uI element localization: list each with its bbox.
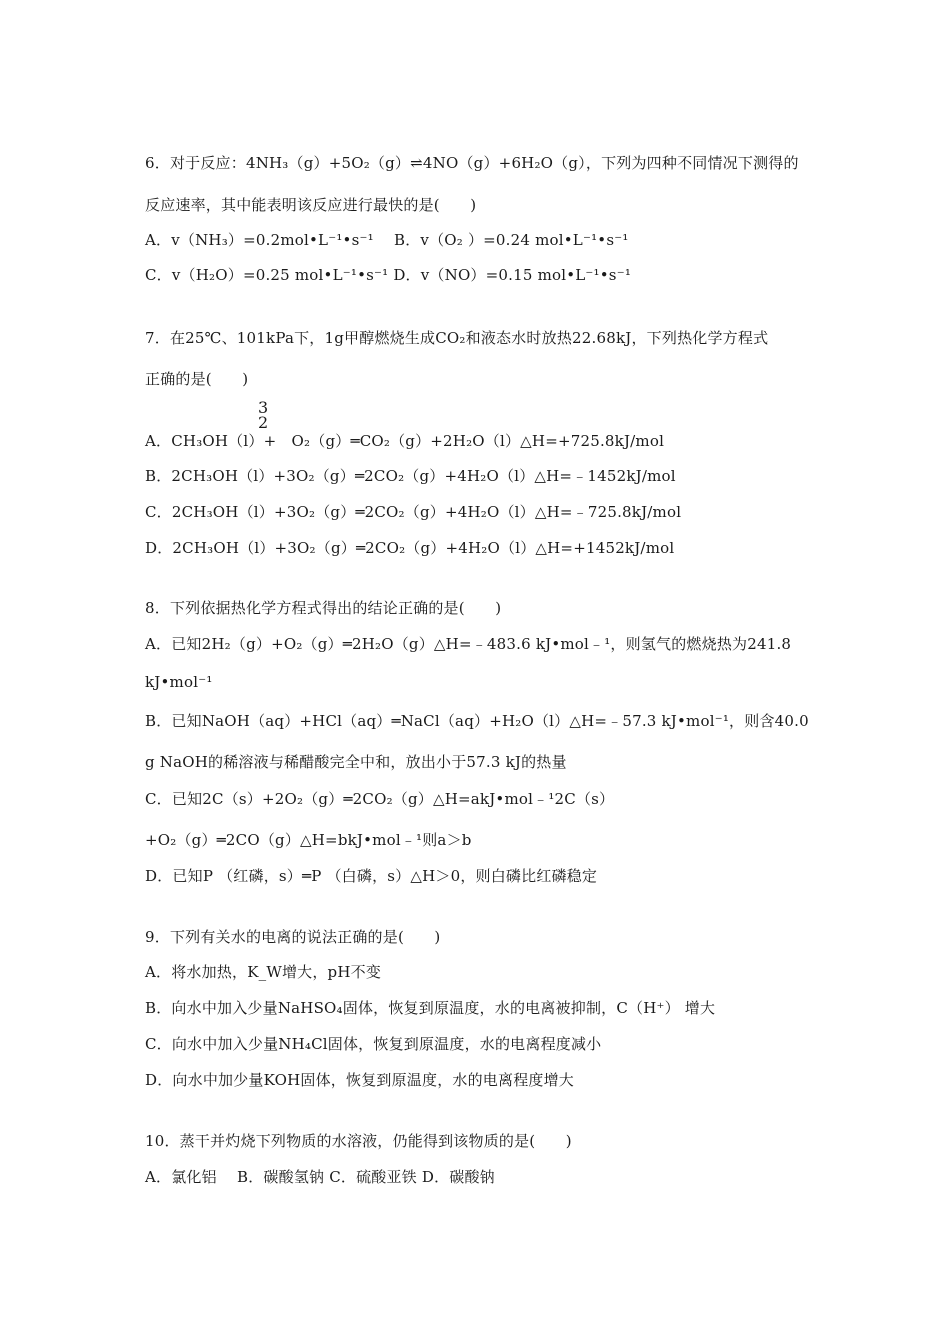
question-8-option-a-line1: A．已知2H₂（g）+O₂（g）═2H₂O（g）△H=﹣483.6 kJ•mol﹣¹，则氢气的燃烧热为241.8	[145, 635, 792, 653]
question-7-stem-line2: 正确的是( )	[145, 370, 249, 388]
question-7-option-a: A．CH₃OH（l）+ O₂（g）═CO₂（g）+2H₂O（l）△H=+725.8kJ/mol	[145, 432, 665, 450]
question-8-option-c-line2: +O₂（g）═2CO（g）△H=bkJ•mol﹣¹则a＞b	[145, 831, 472, 849]
question-7-option-c: C．2CH₃OH（l）+3O₂（g）═2CO₂（g）+4H₂O（l）△H=﹣725.8kJ/mol	[145, 503, 682, 521]
question-7-option-d: D．2CH₃OH（l）+3O₂（g）═2CO₂（g）+4H₂O（l）△H=+1452kJ/mol	[145, 539, 675, 557]
question-9-option-c: C．向水中加入少量NH₄Cl固体，恢复到原温度，水的电离程度减小	[145, 1035, 602, 1053]
fraction-three-halves	[258, 400, 268, 430]
question-8-option-b-line1: B．已知NaOH（aq）+HCl（aq）═NaCl（aq）+H₂O（l）△H=﹣57.3 kJ•mol⁻¹，则含40.0	[145, 712, 809, 730]
question-8-stem: 8．下列依据热化学方程式得出的结论正确的是( )	[145, 599, 502, 617]
question-9-option-d: D．向水中加少量KOH固体，恢复到原温度，水的电离程度增大	[145, 1071, 575, 1089]
question-6-option-cd: C．v（H₂O）=0.25 mol•L⁻¹•s⁻¹ D．v（NO）=0.15 mol•L⁻¹•s⁻¹	[145, 266, 632, 284]
question-8-option-b-line2: g NaOH的稀溶液与稀醋酸完全中和，放出小于57.3 kJ的热量	[145, 753, 567, 771]
question-9-stem: 9．下列有关水的电离的说法正确的是( )	[145, 928, 441, 946]
fraction-denominator: 2	[258, 413, 269, 432]
question-9-option-b: B．向水中加入少量NaHSO₄固体，恢复到原温度，水的电离被抑制，C（H⁺） 增大	[145, 999, 716, 1017]
question-6-stem-line1: 6．对于反应：4NH₃（g）+5O₂（g）⇌4NO（g）+6H₂O（g），下列为四种不同情况下测得的	[145, 154, 799, 172]
question-8-option-a-line2: kJ•mol⁻¹	[145, 673, 213, 691]
question-10-stem: 10．蒸干并灼烧下列物质的水溶液，仍能得到该物质的是( )	[145, 1132, 572, 1150]
question-7-option-b: B．2CH₃OH（l）+3O₂（g）═2CO₂（g）+4H₂O（l）△H=﹣1452kJ/mol	[145, 467, 676, 485]
question-9-option-a: A．将水加热，K_W增大，pH不变	[145, 963, 382, 981]
question-7-stem-line1: 7．在25℃、101kPa下，1g甲醇燃烧生成CO₂和液态水时放热22.68kJ，下列热化学方程式	[145, 329, 769, 347]
question-6-option-ab: A．v（NH₃）=0.2mol•L⁻¹•s⁻¹ B．v（O₂ ）=0.24 mol•L⁻¹•s⁻¹	[145, 231, 629, 249]
question-8-option-c-line1: C．已知2C（s）+2O₂（g）═2CO₂（g）△H=akJ•mol﹣¹2C（s）	[145, 790, 615, 808]
question-10-options: A．氯化铝 B．碳酸氢钠 C．硫酸亚铁 D．碳酸钠	[145, 1168, 495, 1186]
question-8-option-d: D．已知P （红磷，s）═P （白磷，s）△H＞0，则白磷比红磷稳定	[145, 867, 598, 885]
question-6-stem-line2: 反应速率，其中能表明该反应进行最快的是( )	[145, 196, 477, 214]
fraction-numerator: 3	[258, 398, 269, 417]
